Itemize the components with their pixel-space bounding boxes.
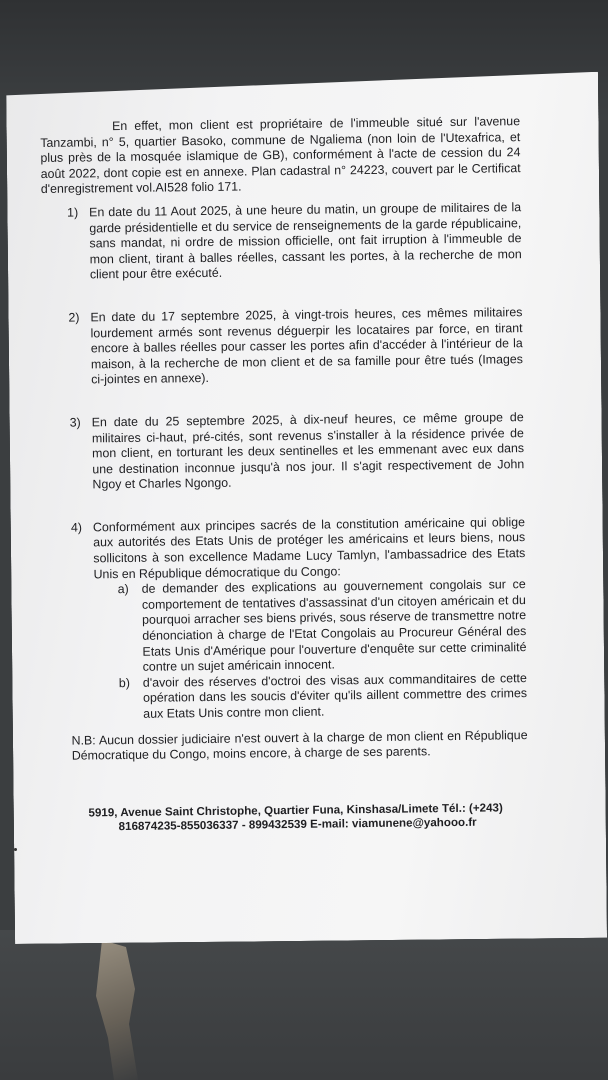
list-item-4 xyxy=(45,515,526,583)
nb-note: N.B: Aucun dossier judiciaire n'est ouvert à la charge de mon client en République Démocratique du Congo, moins encore, à charge de ses parents. xyxy=(71,727,528,763)
sub-item-text: de demander des explications au gouvernement congolais sur ce comportement de tentatives d'assassinat d'un citoyen américain et du pourquoi arracher ses biens privés, sous réserve de transmettre notre dénonciation à charge de l'Etat Congolais au Procureur Général des Etats Unis d'Amérique pour l'ouverture d'enquête sur cette criminalité contre un sujet américain innocent. xyxy=(141,577,527,675)
item-text: En date du 17 septembre 2025, à vingt-trois heures, ces mêmes militaires lourdement armés sont revenus déguerpir les locataires par force, en tirant encore à balles réelles pour casser les portes afin d'accéder à l'intérieur de la maison, à la recherche de mon client et de sa famille pour être tués (Images ci-jointes en annexe). xyxy=(90,305,524,387)
sub-item-b xyxy=(47,671,528,724)
background-floor xyxy=(0,930,608,1080)
list-item-1 xyxy=(41,200,522,284)
item-number: 1) xyxy=(67,205,79,220)
footer-address: 5919, Avenue Saint Christophe, Quartier Funa, Kinshasa/Limete Tél.: (+243) xyxy=(88,801,503,820)
item-text: En date du 11 Aout 2025, à une heure du matin, un groupe de militaires de la garde présidentielle et du service de renseignements de la garde républicaine, sans mandat, ni ordre de mission officielle, ont fait irruption à l'immeuble de mon client, tirant à balles réelles, cassant les portes, à la recherche de mon client pour être exécuté. xyxy=(89,200,522,282)
sub-item-a xyxy=(46,577,527,676)
footer-contact: 816874235-855036337 - 899432539 E-mail: viamunene@yahooo.fr xyxy=(118,815,477,833)
list-item-2 xyxy=(42,305,523,389)
item-number: 3) xyxy=(69,415,81,430)
margin-mark xyxy=(14,848,17,851)
sub-item-text: d'avoir des réserves d'octroi des visas aux commanditaires de cette opération dans les soucis d'éviter qu'ils aillent commettre des crimes aux Etats Unis contre mon client. xyxy=(142,670,528,721)
sub-item-letter: b) xyxy=(118,675,130,690)
item-text: Conformément aux principes sacrés de la constitution américaine qui oblige aux autorités des Etats Unis de protéger les américains et leurs biens, nous sollicitons à son excellence Madame Lucy Tamlyn, l'ambassadrice des Etats Unis en République démocratique du Congo: xyxy=(92,514,526,582)
intro-paragraph: En effet, mon client est propriétaire de l'immeuble situé sur l'avenue Tanzambi, n° 5, quartier Basoko, commune de Ngaliema (non loin de l'Utexafrica, et plus près de la mosquée islamique de GB), conformément à l'acte de cession du 24 août 2022, dont copie est en annexe. Plan cadastral n° 24223, couvert par le Certificat d'enregistrement vol.AI528 folio 171. xyxy=(40,114,521,197)
sub-item-letter: a) xyxy=(117,582,129,597)
item-number: 2) xyxy=(68,310,80,325)
list-item-3 xyxy=(44,410,525,494)
item-text: En date du 25 septembre 2025, à dix-neuf heures, ce même groupe de militaires ci-haut, pré-cités, sont revenus s'installer à la résidence privée de mon client, en torturant les deux sentinelles et les emmenant avec eux dans une destination inconnue jusqu'à nos jour. Il s'agit respectivement de John Ngoy et Charles Ngongo. xyxy=(91,410,525,492)
item-number: 4) xyxy=(70,520,83,535)
letter-body xyxy=(40,114,529,835)
